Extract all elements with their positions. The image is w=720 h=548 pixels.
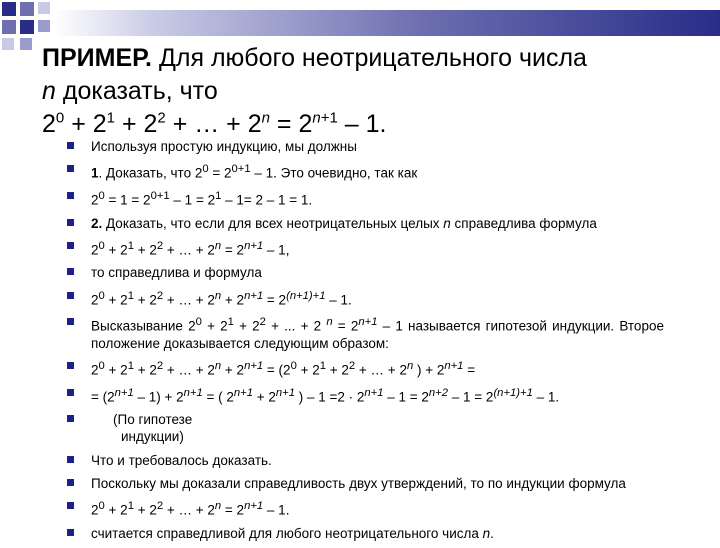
list-item: = $(2^{n+1} - 1) + 2^{n+1}$ = ( $2^{n+1} + 2^{n+1}$ ) – $1 =2 \cdot 2^{n+1} - 1 = 2^{n+2} - 1 = 2^{(n+1)+1} - 1$. bbox=[66, 385, 664, 406]
list-item: Используя простую индукцию, мы должны bbox=[66, 138, 664, 155]
list-item: $2^0 + 2^1 + 2^2$ + … + $2^n + 2^{n+1} = (2^0 + 2^1 + 2^2$ + … + $2^n$ ) + $2^{n+1}$ = bbox=[66, 358, 664, 379]
deco-square bbox=[20, 2, 34, 16]
header-gradient-bar bbox=[54, 10, 720, 36]
deco-square bbox=[38, 20, 50, 32]
deco-square bbox=[2, 38, 14, 50]
list-item: 2. Доказать, что если для всех неотрицательных целых n справедлива формула bbox=[66, 215, 664, 232]
list-item: $2^0 = 1 = 2^{0+1} - 1 = 2^1 - 1= 2 - 1 = 1$. bbox=[66, 188, 664, 209]
list-item: Поскольку мы доказали справедливость двух утверждений, то по индукции формула bbox=[66, 475, 664, 492]
list-item: Что и требовалось доказать. bbox=[66, 452, 664, 469]
deco-square bbox=[38, 2, 50, 14]
deco-square bbox=[2, 20, 16, 34]
list-item: то справедлива и формула bbox=[66, 264, 664, 281]
deco-square bbox=[20, 38, 32, 50]
title-formula: $2^0 + 2^1 + 2^2$ + … + $2^n = 2^{n+1} - 1$. bbox=[42, 109, 387, 138]
bullet-list bbox=[66, 138, 664, 548]
list-item: 1. Доказать, что $2^0 = 2^{0+1} - 1$. Это очевидно, так как bbox=[66, 161, 664, 182]
title-lead: ПРИМЕР. bbox=[42, 44, 152, 72]
title-var-n: n bbox=[42, 77, 56, 105]
list-item: $2^0 + 2^1 + 2^2$ + … + $2^n = 2^{n+1} - 1$, bbox=[66, 238, 664, 259]
list-item: (По гипотезе индукции) bbox=[66, 411, 664, 445]
title-text: Для любого неотрицательного числа bbox=[152, 44, 587, 72]
deco-square bbox=[2, 2, 16, 16]
deco-square bbox=[20, 20, 34, 34]
list-item: $2^0 + 2^1 + 2^2$ + … + $2^n = 2^{n+1} - 1$. bbox=[66, 498, 664, 519]
list-item: $2^0 + 2^1 + 2^2$ + … + $2^n + 2^{n+1} = 2^{(n+1)+1} - 1$. bbox=[66, 288, 664, 309]
slide-title bbox=[42, 42, 702, 141]
list-item: считается справедливой для любого неотрицательного числа n. bbox=[66, 525, 664, 542]
title-text: доказать, что bbox=[55, 77, 218, 105]
list-item: Высказывание $2^0 + 2^1 + 2^2$ + ... + 2 $^n = 2^{n+1} - 1$ называется гипотезой индукции. Второе положение доказывается следующим образом: bbox=[66, 314, 664, 352]
